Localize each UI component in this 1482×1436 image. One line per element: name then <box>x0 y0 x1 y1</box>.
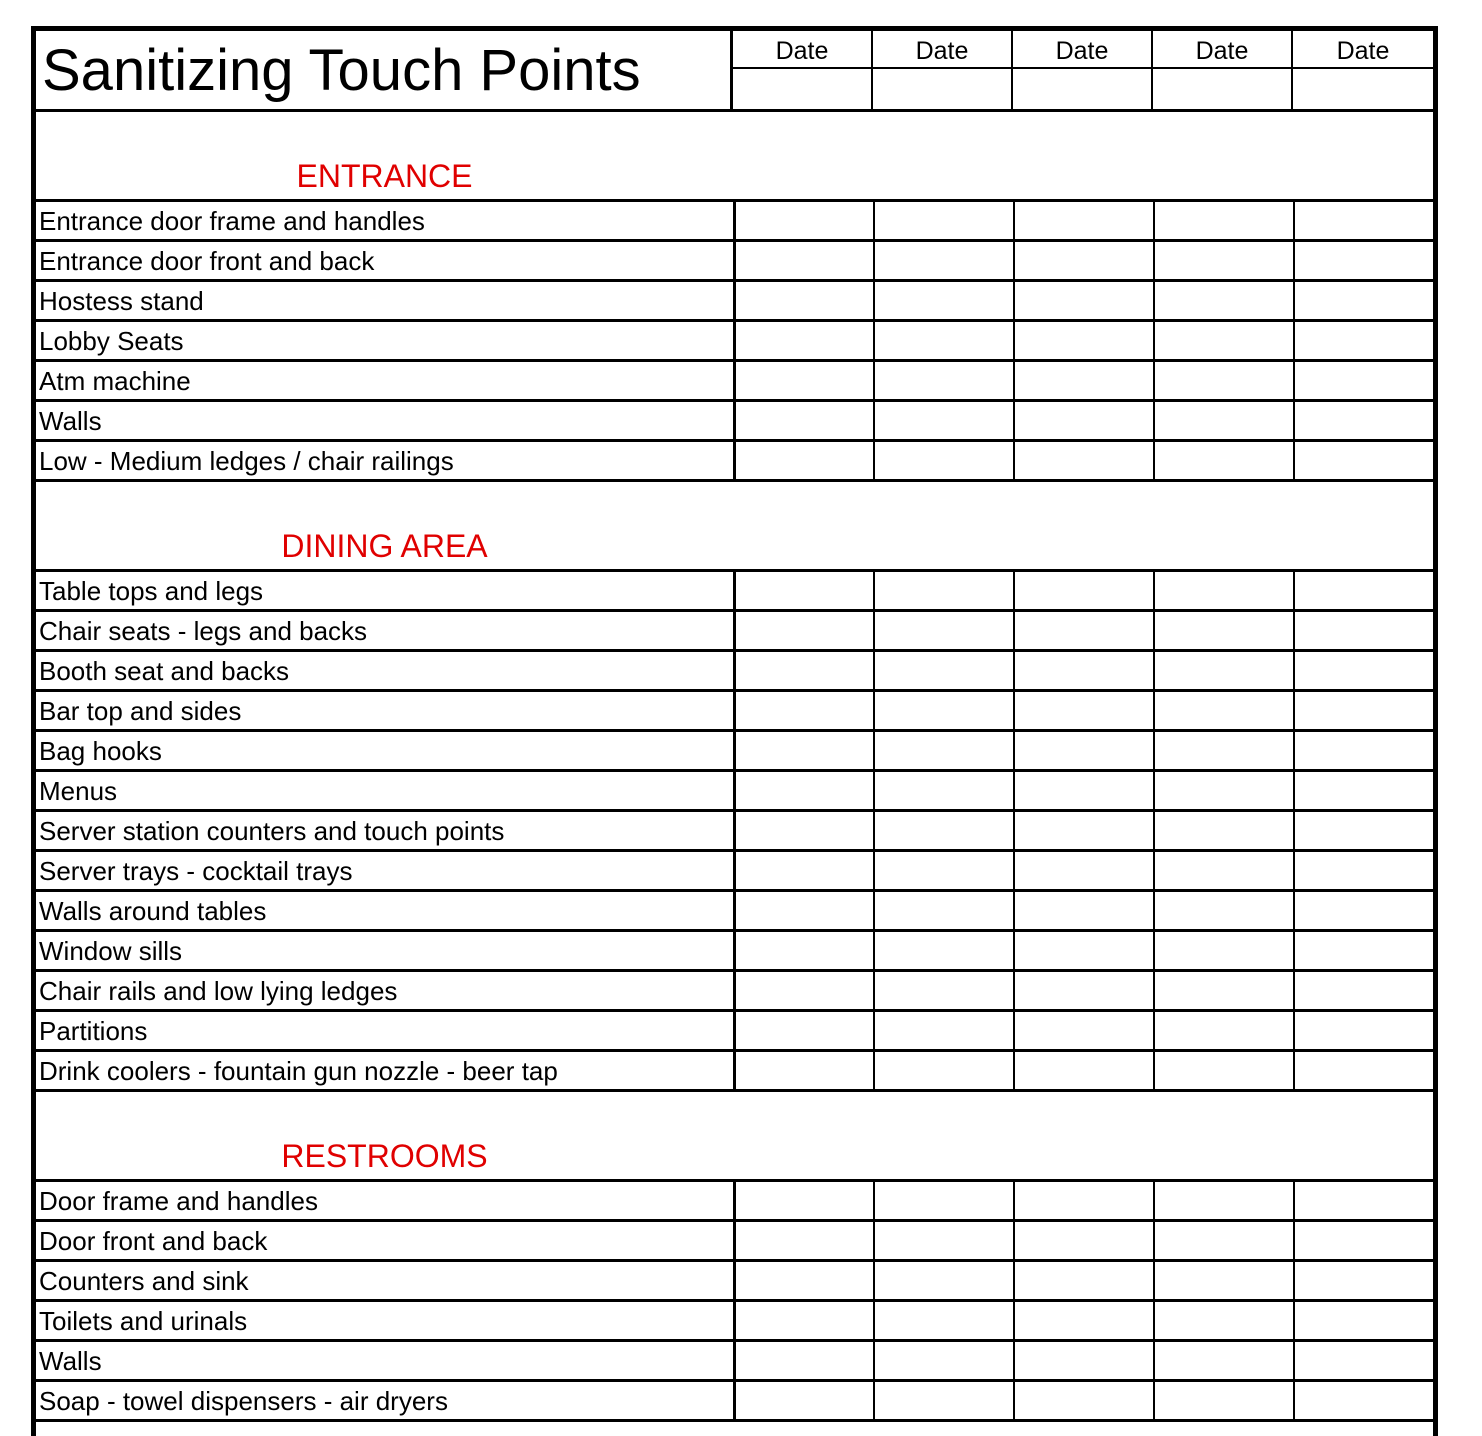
date-check-cell[interactable] <box>1153 1260 1293 1300</box>
date-check-cell[interactable] <box>1293 970 1433 1010</box>
date-check-cell[interactable] <box>1293 930 1433 970</box>
date-check-cell[interactable] <box>733 360 873 400</box>
checklist-row <box>36 1010 1433 1050</box>
date-check-cell[interactable] <box>873 970 1013 1010</box>
date-check-cell[interactable] <box>1013 610 1153 650</box>
date-cells <box>733 810 1433 850</box>
date-check-cell[interactable] <box>1013 850 1153 890</box>
date-check-cell[interactable] <box>1013 1220 1153 1260</box>
date-check-cell[interactable] <box>873 770 1013 810</box>
touch-point-label: Lobby Seats <box>39 326 184 356</box>
date-check-cell[interactable] <box>1013 240 1153 280</box>
date-cells <box>733 1220 1433 1260</box>
date-cells <box>733 1380 1433 1420</box>
date-check-cell[interactable] <box>873 320 1013 360</box>
date-cells <box>733 1260 1433 1300</box>
date-check-cell[interactable] <box>1013 570 1153 610</box>
date-check-cell[interactable] <box>1153 930 1293 970</box>
date-check-cell[interactable] <box>733 770 873 810</box>
date-check-cell[interactable] <box>1153 730 1293 770</box>
date-check-cell[interactable] <box>873 1220 1013 1260</box>
touch-point-label: Drink coolers - fountain gun nozzle - beer tap <box>39 1056 558 1086</box>
date-check-cell[interactable] <box>1013 730 1153 770</box>
checklist-row <box>36 690 1433 730</box>
date-column-label: Date <box>1153 31 1291 69</box>
date-check-cell[interactable] <box>733 1300 873 1340</box>
date-cells <box>733 1300 1433 1340</box>
date-check-cell[interactable] <box>733 440 873 480</box>
date-check-cell[interactable] <box>733 280 873 320</box>
date-cells <box>733 400 1433 440</box>
touch-point-label: Walls <box>39 1346 102 1376</box>
date-check-cell[interactable] <box>733 810 873 850</box>
date-check-cell[interactable] <box>873 570 1013 610</box>
touch-point-label: Server station counters and touch points <box>39 816 505 846</box>
date-check-cell[interactable] <box>873 1180 1013 1220</box>
date-check-cell[interactable] <box>1153 1220 1293 1260</box>
date-check-cell[interactable] <box>733 650 873 690</box>
date-check-cell[interactable] <box>873 1050 1013 1090</box>
date-check-cell[interactable] <box>1293 1180 1433 1220</box>
date-column-label: Date <box>1293 31 1433 69</box>
date-check-cell[interactable] <box>1153 240 1293 280</box>
date-check-cell[interactable] <box>733 930 873 970</box>
date-check-cell[interactable] <box>1293 1340 1433 1380</box>
checklist-row <box>36 810 1433 850</box>
date-cells <box>733 200 1433 240</box>
date-check-cell[interactable] <box>1013 1300 1153 1340</box>
date-check-cell[interactable] <box>1013 200 1153 240</box>
date-check-cell[interactable] <box>873 1260 1013 1300</box>
date-check-cell[interactable] <box>1153 570 1293 610</box>
date-check-cell[interactable] <box>1293 1050 1433 1090</box>
date-check-cell[interactable] <box>873 890 1013 930</box>
date-check-cell[interactable] <box>1293 1220 1433 1260</box>
touch-point-label: Soap - towel dispensers - air dryers <box>39 1386 448 1416</box>
touch-point-label: Partitions <box>39 1016 148 1046</box>
date-check-cell[interactable] <box>1013 1340 1153 1380</box>
date-check-cell[interactable] <box>1153 650 1293 690</box>
date-cells <box>733 770 1433 810</box>
checklist-row <box>36 930 1433 970</box>
section-title: ENTRANCE <box>296 158 473 194</box>
checklist-row <box>36 1180 1433 1220</box>
date-check-cell[interactable] <box>1153 1380 1293 1420</box>
touch-point-label: Door front and back <box>39 1226 268 1256</box>
checklist-row <box>36 730 1433 770</box>
checklist-row <box>36 200 1433 240</box>
checklist-row <box>36 400 1433 440</box>
date-check-cell[interactable] <box>873 1340 1013 1380</box>
checklist-row <box>36 970 1433 1010</box>
date-check-cell[interactable] <box>1293 1010 1433 1050</box>
checklist-row <box>36 1220 1433 1260</box>
date-check-cell[interactable] <box>1293 1300 1433 1340</box>
date-check-cell[interactable] <box>1013 1050 1153 1090</box>
date-check-cell[interactable] <box>873 280 1013 320</box>
title-cell <box>36 31 733 110</box>
date-cells <box>733 970 1433 1010</box>
date-check-cell[interactable] <box>1153 610 1293 650</box>
checklist-row <box>36 1300 1433 1340</box>
date-cells <box>733 240 1433 280</box>
date-column-5 <box>1293 31 1433 110</box>
touch-point-label: Server trays - cocktail trays <box>39 856 353 886</box>
date-cells <box>733 930 1433 970</box>
date-check-cell[interactable] <box>1153 1180 1293 1220</box>
row-divider <box>36 1089 1433 1092</box>
date-check-cell[interactable] <box>1013 400 1153 440</box>
date-check-cell[interactable] <box>873 850 1013 890</box>
page-title: Sanitizing Touch Points <box>42 38 641 103</box>
date-check-cell[interactable] <box>1013 320 1153 360</box>
checklist-sheet <box>31 26 1438 1436</box>
date-cells <box>733 610 1433 650</box>
date-cells <box>733 1340 1433 1380</box>
date-check-cell[interactable] <box>1293 810 1433 850</box>
date-check-cell[interactable] <box>1013 280 1153 320</box>
date-check-cell[interactable] <box>1153 280 1293 320</box>
date-cells <box>733 730 1433 770</box>
date-header-row <box>733 31 1433 110</box>
date-cells <box>733 850 1433 890</box>
date-check-cell[interactable] <box>733 320 873 360</box>
date-check-cell[interactable] <box>1293 1260 1433 1300</box>
date-cells <box>733 320 1433 360</box>
date-check-cell[interactable] <box>1013 1010 1153 1050</box>
date-check-cell[interactable] <box>1013 890 1153 930</box>
date-check-cell[interactable] <box>873 930 1013 970</box>
checklist-row <box>36 1340 1433 1380</box>
date-check-cell[interactable] <box>1293 610 1433 650</box>
checklist-row <box>36 770 1433 810</box>
touch-point-label: Chair rails and low lying ledges <box>39 976 398 1006</box>
date-check-cell[interactable] <box>733 970 873 1010</box>
date-check-cell[interactable] <box>1293 320 1433 360</box>
date-check-cell[interactable] <box>1293 570 1433 610</box>
date-check-cell[interactable] <box>733 1180 873 1220</box>
touch-point-label: Window sills <box>39 936 183 966</box>
checklist-row <box>36 850 1433 890</box>
date-cells <box>733 1010 1433 1050</box>
checklist-row <box>36 610 1433 650</box>
date-check-cell[interactable] <box>733 200 873 240</box>
touch-point-label: Entrance door front and back <box>39 246 375 276</box>
date-check-cell[interactable] <box>733 1260 873 1300</box>
date-check-cell[interactable] <box>1293 890 1433 930</box>
checklist-row <box>36 320 1433 360</box>
date-check-cell[interactable] <box>873 240 1013 280</box>
date-check-cell[interactable] <box>733 570 873 610</box>
date-check-cell[interactable] <box>1293 360 1433 400</box>
date-check-cell[interactable] <box>1013 810 1153 850</box>
touch-point-label: Hostess stand <box>39 286 204 316</box>
checklist-row <box>36 1380 1433 1420</box>
date-check-cell[interactable] <box>1293 240 1433 280</box>
touch-point-label: Table tops and legs <box>39 576 264 606</box>
date-cells <box>733 440 1433 480</box>
date-check-cell[interactable] <box>873 810 1013 850</box>
checklist-row <box>36 1260 1433 1300</box>
row-divider <box>36 1419 1433 1422</box>
touch-point-label: Counters and sink <box>39 1266 249 1296</box>
checklist-row <box>36 360 1433 400</box>
date-check-cell[interactable] <box>873 440 1013 480</box>
date-check-cell[interactable] <box>1293 1380 1433 1420</box>
date-column-2 <box>873 31 1013 110</box>
touch-point-label: Walls <box>39 406 102 436</box>
date-cells <box>733 890 1433 930</box>
date-check-cell[interactable] <box>733 690 873 730</box>
date-check-cell[interactable] <box>733 850 873 890</box>
date-column-1 <box>733 31 873 110</box>
row-divider <box>36 479 1433 482</box>
touch-point-label: Low - Medium ledges / chair railings <box>39 446 454 476</box>
date-check-cell[interactable] <box>1153 1010 1293 1050</box>
row-divider <box>36 109 1433 112</box>
touch-point-label: Bar top and sides <box>39 696 242 726</box>
date-check-cell[interactable] <box>733 730 873 770</box>
date-check-cell[interactable] <box>1013 650 1153 690</box>
checklist-row <box>36 440 1433 480</box>
date-check-cell[interactable] <box>1153 890 1293 930</box>
date-check-cell[interactable] <box>1293 730 1433 770</box>
date-column-3 <box>1013 31 1153 110</box>
date-check-cell[interactable] <box>1013 970 1153 1010</box>
touch-point-label: Door frame and handles <box>39 1186 318 1216</box>
checklist-row <box>36 570 1433 610</box>
date-cells <box>733 570 1433 610</box>
date-cells <box>733 280 1433 320</box>
section-title: DINING AREA <box>281 528 488 564</box>
date-cells <box>733 360 1433 400</box>
section-title: RESTROOMS <box>281 1138 488 1174</box>
date-check-cell[interactable] <box>873 730 1013 770</box>
date-check-cell[interactable] <box>1153 360 1293 400</box>
touch-point-label: Bag hooks <box>39 736 162 766</box>
date-check-cell[interactable] <box>733 610 873 650</box>
date-check-cell[interactable] <box>873 1380 1013 1420</box>
date-column-4 <box>1153 31 1293 110</box>
date-check-cell[interactable] <box>1153 970 1293 1010</box>
date-check-cell[interactable] <box>733 1010 873 1050</box>
date-check-cell[interactable] <box>733 1050 873 1090</box>
date-check-cell[interactable] <box>873 610 1013 650</box>
date-check-cell[interactable] <box>1153 440 1293 480</box>
touch-point-label: Chair seats - legs and backs <box>39 616 368 646</box>
date-column-label: Date <box>873 31 1011 69</box>
date-check-cell[interactable] <box>1013 1380 1153 1420</box>
date-check-cell[interactable] <box>1153 1300 1293 1340</box>
checklist-row <box>36 890 1433 930</box>
date-cells <box>733 1180 1433 1220</box>
date-check-cell[interactable] <box>1153 810 1293 850</box>
date-check-cell[interactable] <box>1153 400 1293 440</box>
date-check-cell[interactable] <box>733 240 873 280</box>
date-check-cell[interactable] <box>1293 770 1433 810</box>
date-check-cell[interactable] <box>873 1300 1013 1340</box>
date-check-cell[interactable] <box>1293 850 1433 890</box>
date-check-cell[interactable] <box>1013 690 1153 730</box>
date-check-cell[interactable] <box>1153 320 1293 360</box>
date-column-label: Date <box>1013 31 1151 69</box>
date-check-cell[interactable] <box>1153 200 1293 240</box>
date-check-cell[interactable] <box>1293 200 1433 240</box>
date-check-cell[interactable] <box>1293 650 1433 690</box>
touch-point-label: Booth seat and backs <box>39 656 290 686</box>
date-check-cell[interactable] <box>1293 690 1433 730</box>
checklist-row <box>36 280 1433 320</box>
date-cells <box>733 690 1433 730</box>
date-check-cell[interactable] <box>873 360 1013 400</box>
date-check-cell[interactable] <box>1153 1340 1293 1380</box>
date-check-cell[interactable] <box>1153 1050 1293 1090</box>
date-check-cell[interactable] <box>1013 440 1153 480</box>
date-check-cell[interactable] <box>1013 1260 1153 1300</box>
checklist-row <box>36 1050 1433 1090</box>
touch-point-label: Menus <box>39 776 118 806</box>
date-cells <box>733 650 1433 690</box>
date-check-cell[interactable] <box>873 650 1013 690</box>
date-check-cell[interactable] <box>1293 440 1433 480</box>
date-check-cell[interactable] <box>1293 400 1433 440</box>
date-check-cell[interactable] <box>733 890 873 930</box>
date-check-cell[interactable] <box>1013 770 1153 810</box>
checklist-row <box>36 240 1433 280</box>
date-cells <box>733 1050 1433 1090</box>
date-check-cell[interactable] <box>873 1010 1013 1050</box>
date-check-cell[interactable] <box>733 400 873 440</box>
date-check-cell[interactable] <box>1013 1180 1153 1220</box>
touch-point-label: Walls around tables <box>39 896 267 926</box>
date-check-cell[interactable] <box>1013 360 1153 400</box>
date-check-cell[interactable] <box>1293 280 1433 320</box>
date-check-cell[interactable] <box>1153 850 1293 890</box>
date-check-cell[interactable] <box>1013 930 1153 970</box>
date-check-cell[interactable] <box>1153 770 1293 810</box>
date-check-cell[interactable] <box>1153 690 1293 730</box>
date-check-cell[interactable] <box>873 400 1013 440</box>
date-check-cell[interactable] <box>873 200 1013 240</box>
date-check-cell[interactable] <box>873 690 1013 730</box>
date-check-cell[interactable] <box>733 1340 873 1380</box>
touch-point-label: Entrance door frame and handles <box>39 206 425 236</box>
touch-point-label: Toilets and urinals <box>39 1306 248 1336</box>
checklist-row <box>36 650 1433 690</box>
touch-point-label: Atm machine <box>39 366 191 396</box>
date-check-cell[interactable] <box>733 1380 873 1420</box>
date-check-cell[interactable] <box>733 1220 873 1260</box>
date-column-label: Date <box>733 31 871 69</box>
